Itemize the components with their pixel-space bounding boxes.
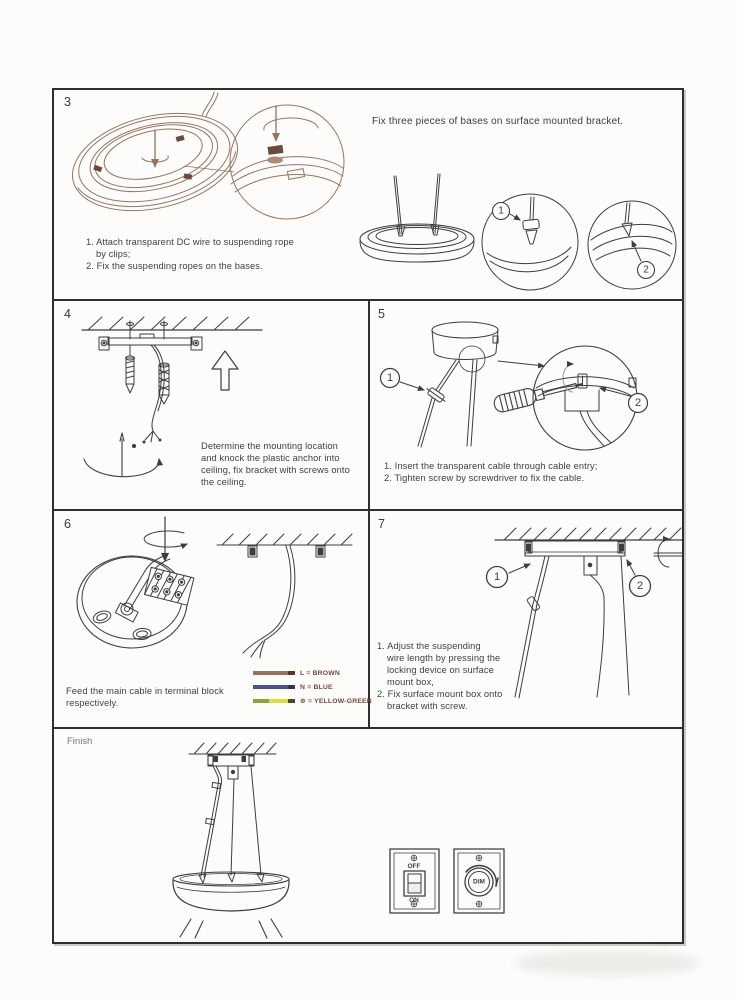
caption-line: ceiling, fix bracket with screws onto xyxy=(201,465,350,475)
svg-text:OFF: OFF xyxy=(407,863,421,870)
legend-label: N = BLUE xyxy=(300,683,333,691)
svg-text:2: 2 xyxy=(643,264,649,276)
panel5-step-number: 5 xyxy=(378,307,385,321)
panel4-step-number: 4 xyxy=(64,307,71,321)
panel-step-5 xyxy=(368,299,682,509)
step-line: 2. Fix surface mount box onto xyxy=(377,689,503,699)
svg-text:ON: ON xyxy=(409,897,419,904)
brown-wire-swatch xyxy=(253,671,295,675)
wire-color-legend xyxy=(253,666,372,708)
svg-text:1: 1 xyxy=(386,372,394,384)
step-line: 1. Insert the transparent cable through cable entry; xyxy=(384,461,598,471)
screwdriver-icon xyxy=(493,375,584,413)
yellow-green-wire-swatch xyxy=(253,699,295,703)
panel-step-4 xyxy=(54,299,368,509)
rope-base-detail-circle xyxy=(588,201,676,289)
dimmer-switch-drawing xyxy=(454,849,504,913)
finish-label: Finish xyxy=(67,736,93,747)
screw-detail-zoom-circle xyxy=(533,346,648,450)
up-arrow-icon xyxy=(212,351,238,390)
legend-row-brown xyxy=(253,666,372,680)
svg-text:1: 1 xyxy=(498,205,504,217)
screw-rotation-drawing xyxy=(84,433,159,477)
panel6-caption xyxy=(66,685,224,709)
panel7-step-number: 7 xyxy=(378,517,385,531)
panel5-steps xyxy=(384,460,597,484)
base-detail-zoom-circle xyxy=(230,105,344,219)
step-line: locking device on surface xyxy=(387,665,494,675)
cables-and-clip-drawing xyxy=(418,360,477,447)
pointer-arrow xyxy=(498,361,544,366)
legend-label: ⊕ = YELLOW-GREEN xyxy=(300,698,372,705)
panel-step-7 xyxy=(368,509,682,727)
panel3-steps xyxy=(86,236,294,272)
callout-1 xyxy=(487,564,531,588)
svg-text:2: 2 xyxy=(634,397,642,409)
step-line: wire length by pressing the xyxy=(387,653,501,663)
svg-text:2: 2 xyxy=(636,580,644,592)
instruction-sheet xyxy=(52,88,684,944)
callout-1 xyxy=(381,369,425,391)
svg-text:1: 1 xyxy=(493,571,501,583)
toggle-switch-drawing xyxy=(390,849,439,913)
lamp-base-ring-drawing xyxy=(63,92,247,226)
mains-wire-drawing xyxy=(143,345,164,443)
callout-2 xyxy=(632,241,655,279)
step-line: 2. Fix the suspending ropes on the bases. xyxy=(86,261,263,271)
panel6-step-number: 6 xyxy=(64,517,71,531)
svg-text:DIM: DIM xyxy=(473,878,485,886)
caption-line: Feed the main cable in terminal block xyxy=(66,686,224,696)
panel-finish xyxy=(54,727,682,942)
suspension-wires-drawing xyxy=(515,556,629,698)
blue-wire-swatch xyxy=(253,685,295,689)
finished-lamp-drawing xyxy=(173,743,289,938)
panel-step-3 xyxy=(54,90,682,299)
step-line: mount box, xyxy=(387,677,434,687)
step-line: by clips; xyxy=(96,249,131,259)
step-line: 1. Adjust the suspending xyxy=(377,641,481,651)
terminal-box-drawing xyxy=(77,556,194,648)
step-line: 1. Attach transparent DC wire to suspending rope xyxy=(86,237,294,247)
ceiling-cable-drawing xyxy=(217,534,352,658)
caption-line: and knock the plastic anchor into xyxy=(201,453,340,463)
callout-2 xyxy=(627,560,651,597)
rope-clip-detail-circle xyxy=(482,194,578,290)
panel3-title: Fix three pieces of bases on surface mounted bracket. xyxy=(372,116,624,127)
panel4-caption xyxy=(201,440,350,488)
rotate-arrow xyxy=(654,539,682,567)
finish-illustration xyxy=(54,727,682,942)
canopy-drawing xyxy=(432,322,498,372)
step-line: bracket with screw. xyxy=(387,701,468,711)
ceiling-bracket-drawing xyxy=(82,317,262,350)
step-line: 2. Tighten screw by screwdriver to fix the cable. xyxy=(384,473,585,483)
legend-row-blue xyxy=(253,680,372,694)
scan-smudge xyxy=(515,950,700,976)
legend-row-yellow-green xyxy=(253,694,372,708)
base-with-suspension-ropes-drawing xyxy=(360,174,474,262)
panel-step-6 xyxy=(54,509,372,727)
panel7-steps xyxy=(377,640,502,712)
ceiling-mountbox-drawing xyxy=(495,528,682,575)
callout-1 xyxy=(493,203,521,221)
caption-line: the ceiling. xyxy=(201,477,247,487)
panel3-step-number: 3 xyxy=(64,95,71,109)
caption-line: Determine the mounting location xyxy=(201,441,338,451)
legend-label: L = BROWN xyxy=(300,669,341,677)
pin-rotation-drawing xyxy=(144,517,187,562)
caption-line: respectively. xyxy=(66,698,119,708)
